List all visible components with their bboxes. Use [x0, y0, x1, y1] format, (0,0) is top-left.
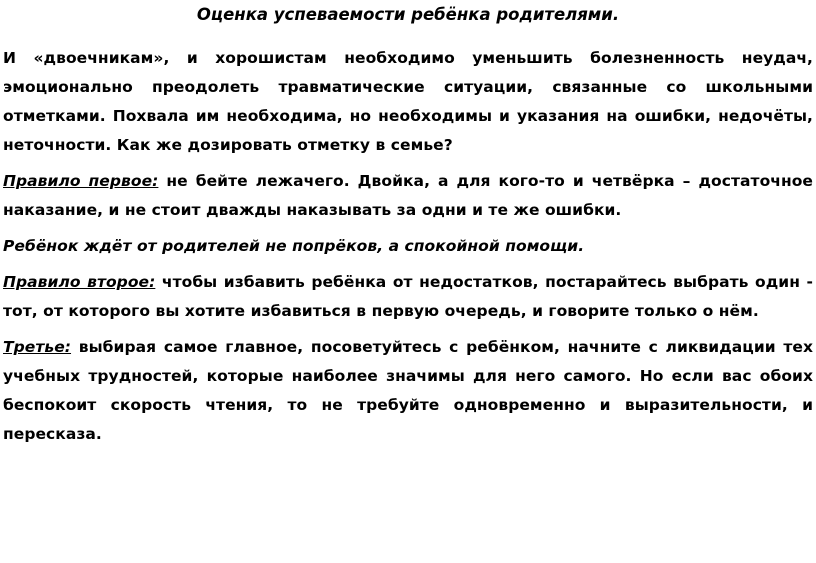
rule-two-label: Правило второе: [3, 273, 156, 291]
child-waits-text: Ребёнок ждёт от родителей не попрёков, а спокойной помощи. [3, 237, 585, 255]
document-title: Оценка успеваемости ребёнка родителями. [196, 5, 620, 24]
paragraph-child-waits [3, 232, 813, 261]
rule-two-text: чтобы избавить ребёнка от недостатков, постарайтесь выбрать один - тот, от которого вы хотите избавиться в первую очередь, и говорите только о нём. [3, 273, 813, 320]
rule-three-text: выбирая самое главное, посоветуйтесь с ребёнком, начните с ликвидации тех учебных трудностей, которые наиболее значимы для него самого. Но если вас обоих беспокоит скорость чтения, то не требуйте одновременно и выразительности, и пересказа. [3, 338, 813, 443]
rule-one-label: Правило первое: [3, 172, 159, 190]
paragraph-rule-three [3, 333, 813, 449]
paragraph-rule-two [3, 268, 813, 326]
rule-one-text: не бейте лежачего. Двойка, а для кого-то и четвёрка – достаточное наказание, и не стоит дважды наказывать за одни и те же ошибки. [3, 172, 813, 219]
paragraph-intro [3, 44, 813, 160]
paragraph-intro-text: И «двоечникам», и хорошистам необходимо уменьшить болезненность неудач, эмоционально преодолеть травматические ситуации, связанные со школьными отметками. Похвала им необходима, но необходимы и указания на ошибки, недочёты, неточности. Как же дозировать отметку в семье? [3, 49, 813, 154]
paragraph-rule-one [3, 167, 813, 225]
rule-three-label: Третье: [3, 338, 72, 356]
